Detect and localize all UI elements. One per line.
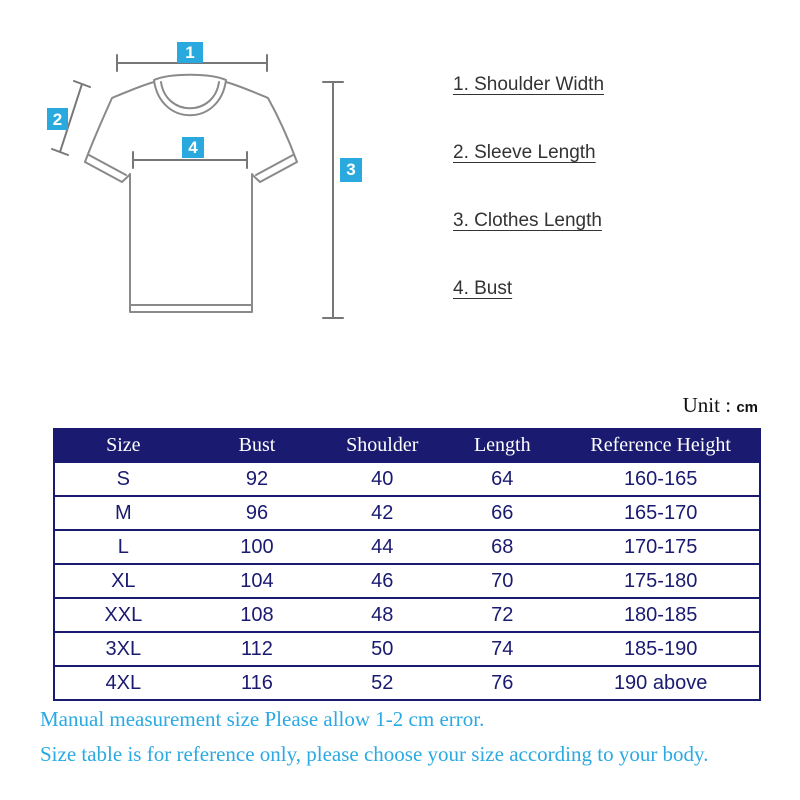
legend-item-shoulder-width: 1. Shoulder Width xyxy=(453,74,605,95)
collar-outline xyxy=(154,75,226,116)
table-cell: 170-175 xyxy=(562,530,760,564)
column-header: Shoulder xyxy=(322,429,442,462)
table-cell: 46 xyxy=(322,564,442,598)
column-header: Reference Height xyxy=(562,429,760,462)
table-row xyxy=(54,564,760,598)
table-cell: 50 xyxy=(322,632,442,666)
tshirt-outline xyxy=(85,82,297,312)
column-header: Bust xyxy=(192,429,323,462)
tshirt-size-diagram xyxy=(0,0,400,360)
note-measurement-error: Manual measurement size Please allow 1-2 cm error. xyxy=(40,707,485,731)
table-cell: 160-165 xyxy=(562,462,760,496)
table-cell: 180-185 xyxy=(562,598,760,632)
table-cell: 76 xyxy=(442,666,562,700)
clothes-length-line xyxy=(323,82,343,318)
table-cell: XXL xyxy=(54,598,192,632)
table-cell: 40 xyxy=(322,462,442,496)
table-row xyxy=(54,666,760,700)
table-row xyxy=(54,496,760,530)
table-cell: 104 xyxy=(192,564,323,598)
note-reference-only: Size table is for reference only, please choose your size according to your body. xyxy=(40,742,709,766)
table-cell: 48 xyxy=(322,598,442,632)
tag-2-number: 2 xyxy=(52,110,63,129)
table-cell: 175-180 xyxy=(562,564,760,598)
table-cell: 3XL xyxy=(54,632,192,666)
size-table-container xyxy=(53,428,761,701)
unit-value: cm xyxy=(736,399,758,416)
unit-separator: : xyxy=(725,393,732,417)
table-cell: 112 xyxy=(192,632,323,666)
table-cell: 108 xyxy=(192,598,323,632)
unit-prefix: Unit xyxy=(682,393,720,417)
tag-4-bust xyxy=(182,137,204,158)
cuff-hem-lines xyxy=(89,155,293,305)
table-cell: 92 xyxy=(192,462,323,496)
column-header: Size xyxy=(54,429,192,462)
table-cell: 190 above xyxy=(562,666,760,700)
unit-label xyxy=(683,393,758,418)
table-cell: 185-190 xyxy=(562,632,760,666)
table-cell: 42 xyxy=(322,496,442,530)
table-cell: 165-170 xyxy=(562,496,760,530)
column-header: Length xyxy=(442,429,562,462)
table-row xyxy=(54,462,760,496)
table-cell: 44 xyxy=(322,530,442,564)
table-cell: XL xyxy=(54,564,192,598)
table-cell: 96 xyxy=(192,496,323,530)
size-table-header-row xyxy=(54,429,760,462)
size-table xyxy=(53,428,761,701)
tag-3-number: 3 xyxy=(346,160,356,179)
table-cell: S xyxy=(54,462,192,496)
table-cell: M xyxy=(54,496,192,530)
table-row xyxy=(54,530,760,564)
tag-2-sleeve xyxy=(47,108,68,130)
table-row xyxy=(54,632,760,666)
table-row xyxy=(54,598,760,632)
table-cell: 70 xyxy=(442,564,562,598)
table-cell: L xyxy=(54,530,192,564)
tag-4-number: 4 xyxy=(188,138,198,157)
measurement-legend xyxy=(453,74,604,300)
table-cell: 66 xyxy=(442,496,562,530)
table-cell: 116 xyxy=(192,666,323,700)
table-cell: 68 xyxy=(442,530,562,564)
tag-1-number: 1 xyxy=(185,43,195,62)
table-cell: 74 xyxy=(442,632,562,666)
legend-item-sleeve-length: 2. Sleeve Length xyxy=(453,142,596,163)
legend-item-bust: 4. Bust xyxy=(453,278,513,299)
table-cell: 4XL xyxy=(54,666,192,700)
legend-item-clothes-length: 3. Clothes Length xyxy=(453,210,602,231)
tag-3-length xyxy=(340,158,362,182)
table-cell: 52 xyxy=(322,666,442,700)
table-cell: 64 xyxy=(442,462,562,496)
tag-1-shoulder xyxy=(177,42,203,63)
table-cell: 100 xyxy=(192,530,323,564)
table-cell: 72 xyxy=(442,598,562,632)
